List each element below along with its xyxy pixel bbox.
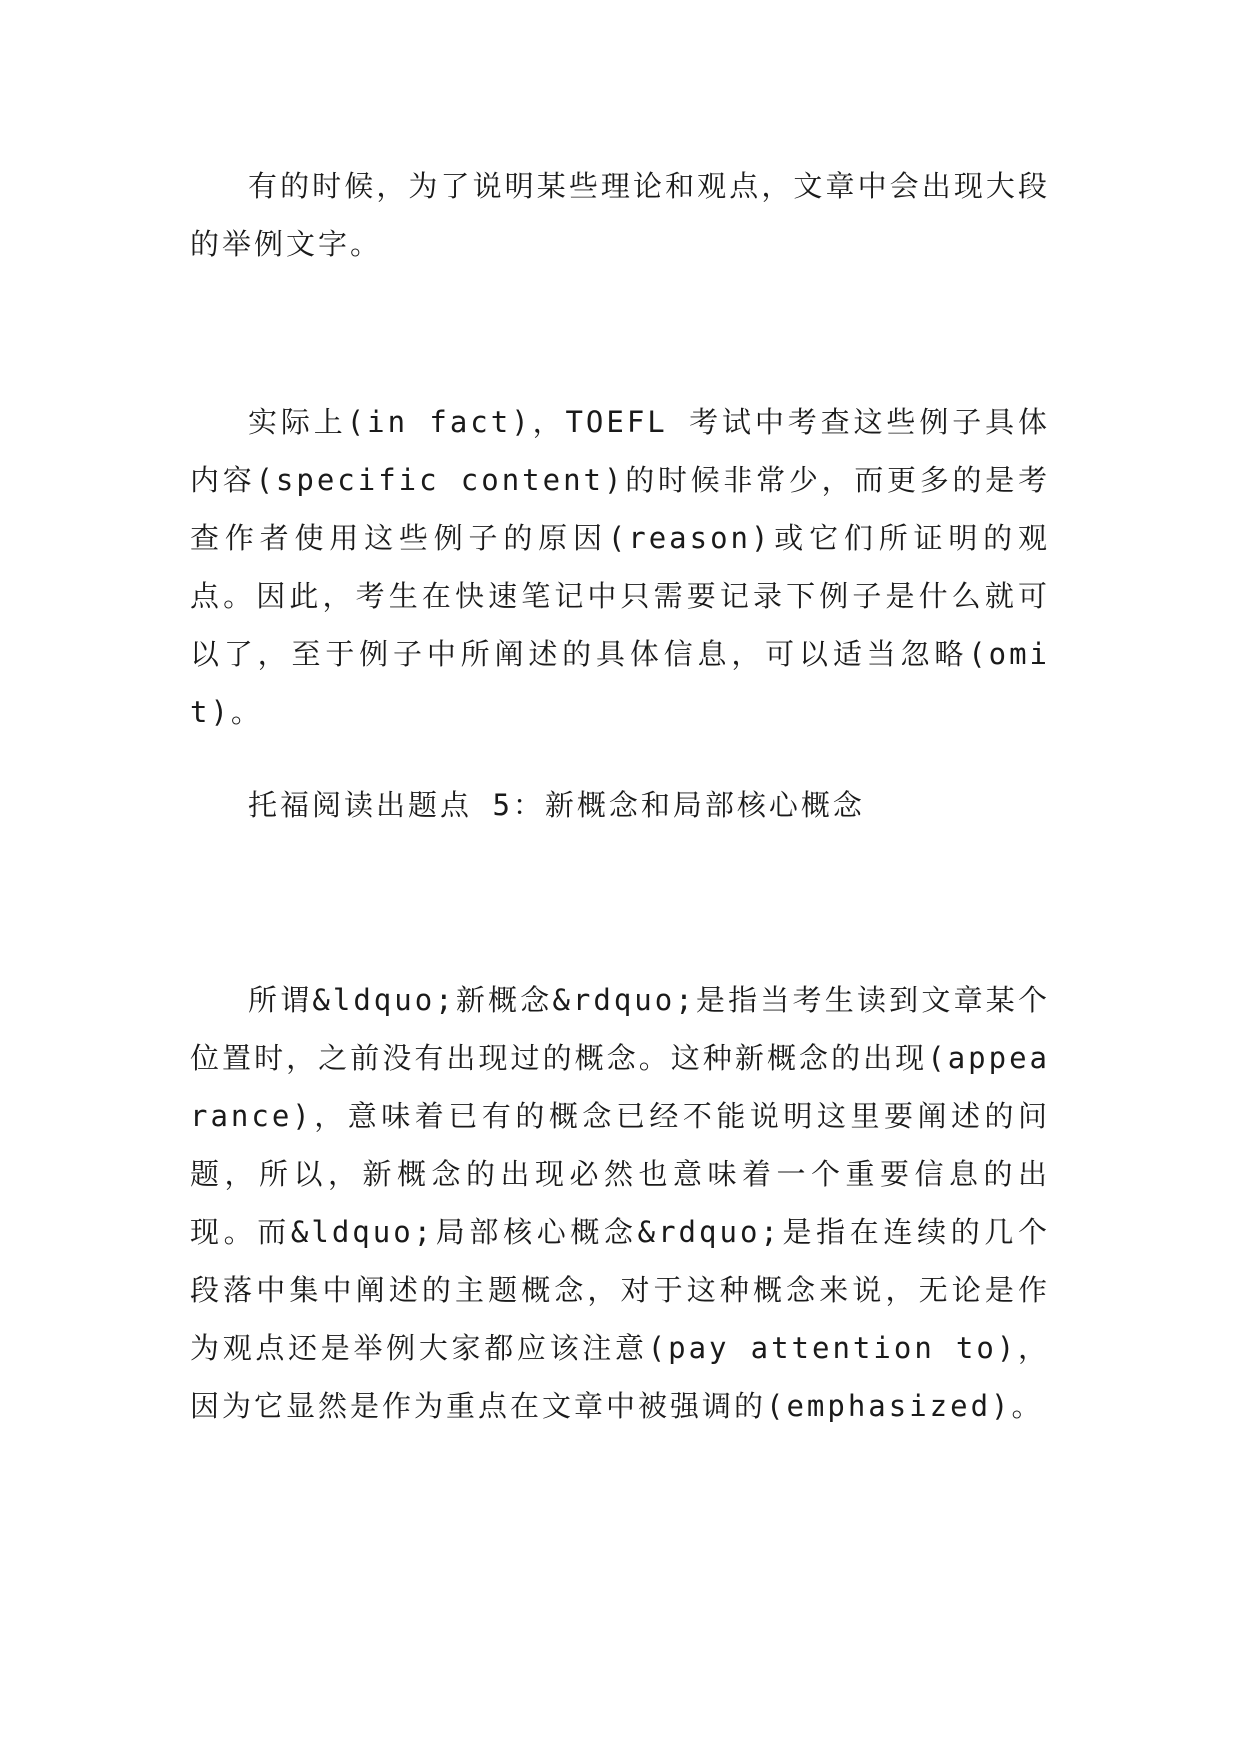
paragraph-in-fact: 实际上(in fact)，TOEFL 考试中考查这些例子具体内容(specific content)的时候非常少，而更多的是考查作者使用这些例子的原因(reason)或它们所证明的观点。因此，考生在快速笔记中只需要记录下例子是什么就可以了，至于例子中所阐述的具体信息，可以适当忽略(omit)。 [190, 405, 1050, 729]
paragraph-new-concepts: 所谓&ldquo;新概念&rdquo;是指当考生读到文章某个位置时，之前没有出现过的概念。这种新概念的出现(appearance)，意味着已有的概念已经不能说明这里要阐述的问题，所以，新概念的出现必然也意味着一个重要信息的出现。而&ldquo;局部核心概念&rdquo;是指在连续的几个段落中集中阐述的主题概念，对于这种概念来说，无论是作为观点还是举例大家都应该注意(pay attention to)，因为它显然是作为重点在文章中被强调的(emphasized)。 [190, 983, 1050, 1423]
section-heading: 托福阅读出题点 5：新概念和局部核心概念 [248, 788, 865, 822]
paragraph-examples-intro: 有的时候，为了说明某些理论和观点，文章中会出现大段的举例文字。 [190, 169, 1050, 261]
